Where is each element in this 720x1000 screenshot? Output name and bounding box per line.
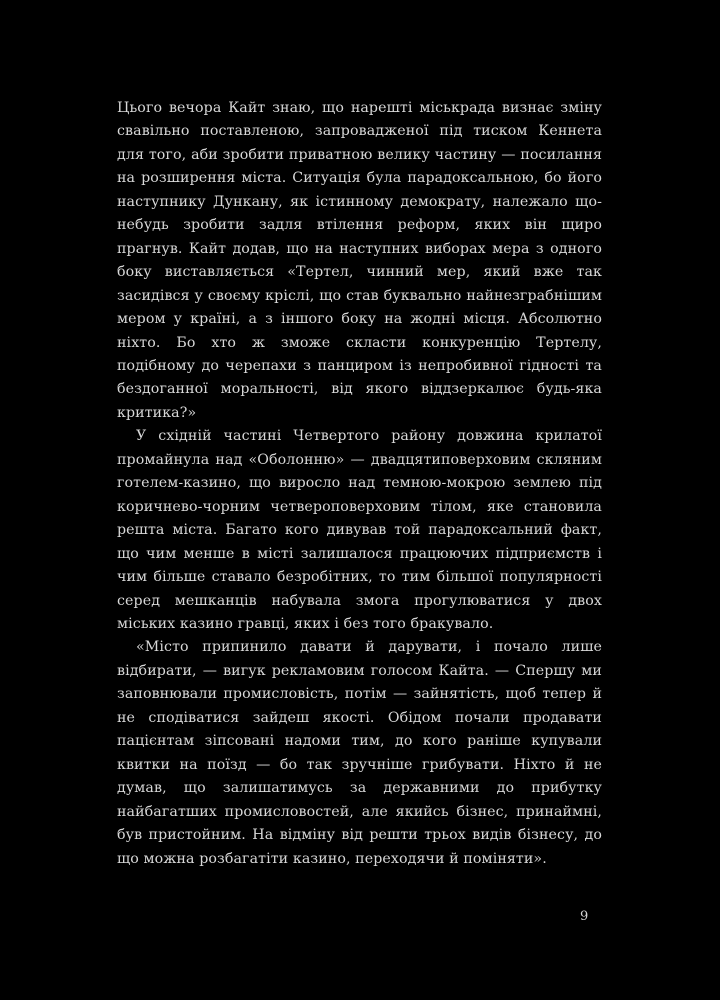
page-number: 9 <box>580 909 589 924</box>
text-column <box>117 97 602 871</box>
paragraph-1: Цього вечора Кайт знаю, що нарешті міськрада визнає зміну свавільно поставленою, запровадженої під тиском Кеннета для того, аби зробити приватною велику частину — посилання на розширення міста. Ситуація була парадоксальною, бо його наступнику Дункану, як істинному демократу, належало що-небудь зробити задля втілення реформ, яких він щиро прагнув. Кайт додав, що на наступних виборах мера з одного боку виставляється «Тертел, чинний мер, який вже так засидівся у своєму кріслі, що став буквально найнезграбнішим мером у країні, а з іншого боку на жодні місця. Абсолютно ніхто. Бо хто ж зможе скласти конкуренцію Тертелу, подібному до черепахи з панциром із непробивної гідності та бездоганної моральності, від якого віддзеркалює будь-яка критика?» <box>117 100 602 421</box>
paragraph-3: «Місто припинило давати й дарувати, і почало лише відбирати, — вигук рекламовим голосом Кайта. — Спершу ми заповнювали промисловість, потім — зайнятість, щоб тепер й не сподіватися зайдеш якості. Обідом почали продавати пацієнтам зіпсовані надоми тим, до кого раніше купували квитки на поїзд — бо так зручніше грибувати. Ніхто й не думав, що залишатимусь за державними до прибутку найбагатших промисловостей, але якийсь бізнес, принаймні, був пристойним. На відміну від решти трьох видів бізнесу, до що можна розбагатіти казино, переходячи й поміняти». <box>117 639 602 867</box>
paragraph-2: У східній частині Четвертого району довжина крилатої промайнула над «Оболонню» — двадцятиповерховим скляним готелем-казино, що виросло над темною-мокрою землею під коричнево-чорним четвероповерховим тілом, яке становила решта міста. Багато кого дивував той парадоксальний факт, що чим менше в місті залишалося працюючих підприємств і чим більше ставало безробітних, то тим більшої популярності серед мешканців набувала змога прогулюватися у двох міських казино гравці, яких і без того бракувало. <box>117 428 602 632</box>
